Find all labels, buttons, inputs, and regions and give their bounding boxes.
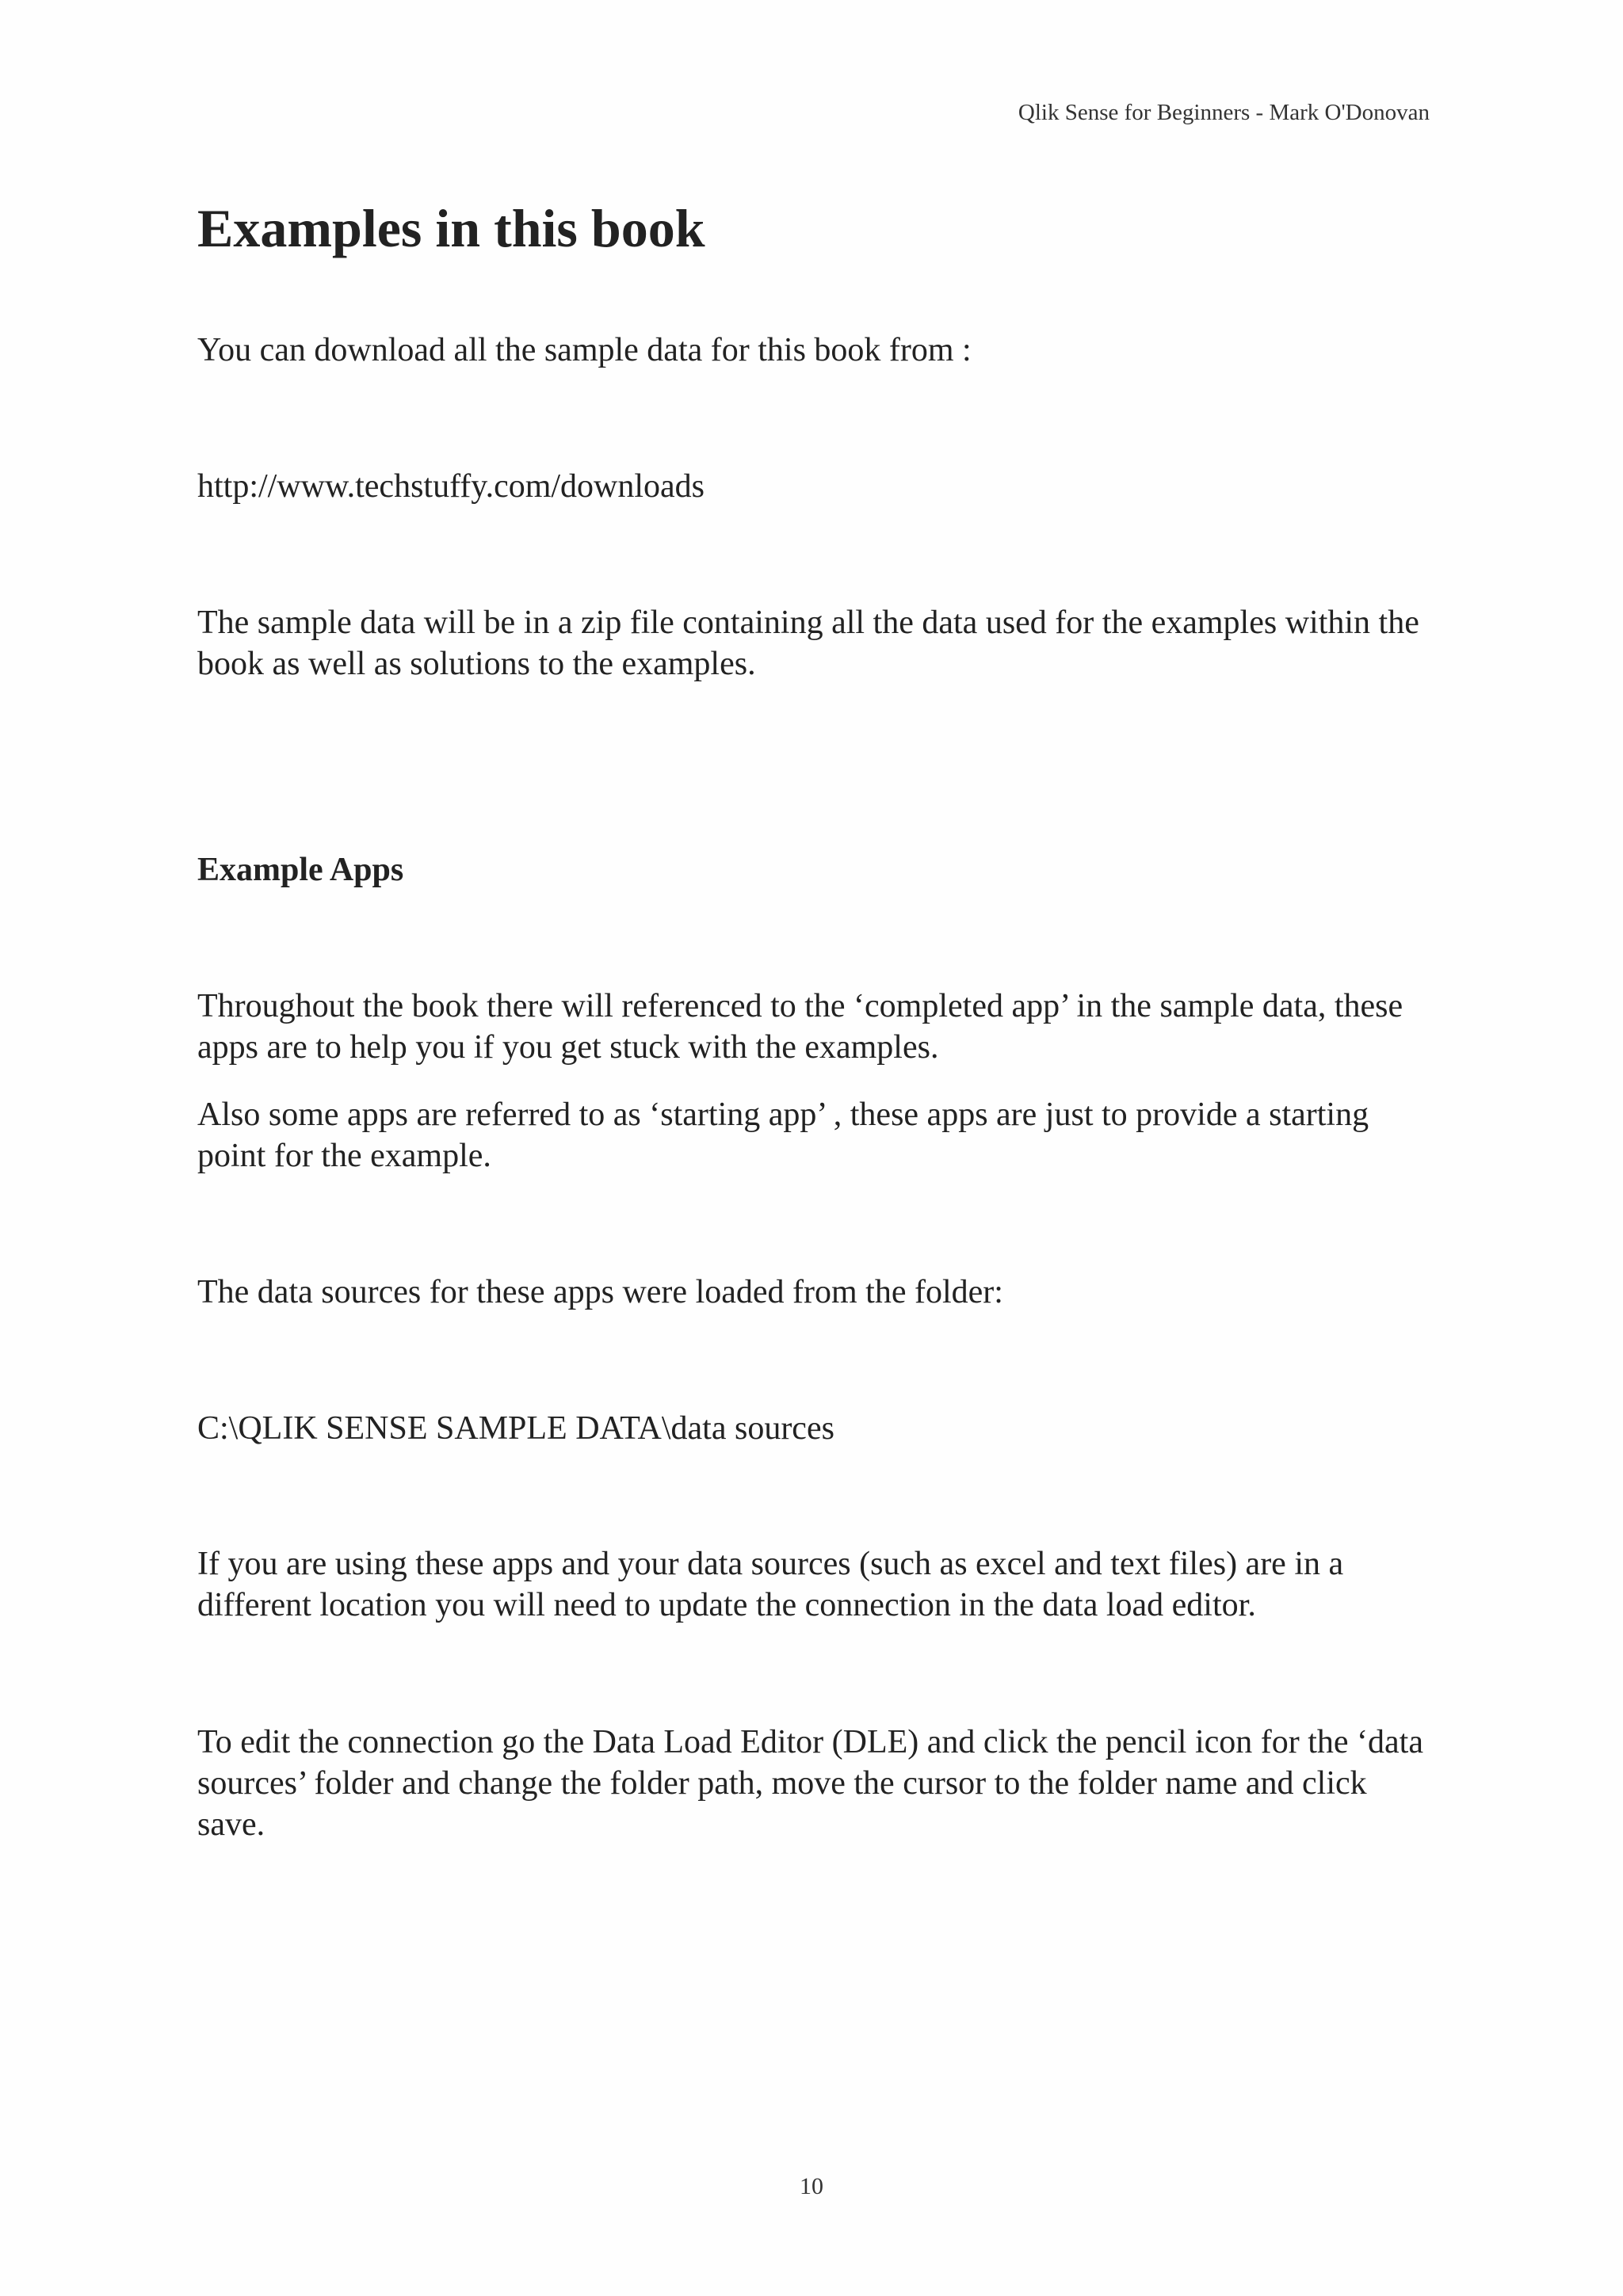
starting-app-paragraph: Also some apps are referred to as ‘starting app’ , these apps are just to provide a starting point for the example.: [197, 1097, 1369, 1174]
folder-path: C:\QLIK SENSE SAMPLE DATA\data sources: [197, 1410, 834, 1447]
download-paragraph: You can download all the sample data for this book from :: [197, 332, 972, 368]
page-number: 10: [800, 2173, 823, 2199]
running-header: Qlik Sense for Beginners - Mark O'Donovan: [1018, 100, 1430, 125]
edit-connection-paragraph: To edit the connection go the Data Load Editor (DLE) and click the pencil icon for the ‘data sources’ folder and change the folder path, move the cursor to the folder name and click save.: [197, 1724, 1423, 1843]
page-title: Examples in this book: [197, 198, 705, 258]
completed-app-paragraph: Throughout the book there will referenced to the ‘completed app’ in the sample data, these apps are to help you if you get stuck with the examples.: [197, 988, 1403, 1066]
download-url: http://www.techstuffy.com/downloads: [197, 468, 705, 505]
section-heading-example-apps: Example Apps: [197, 852, 404, 888]
location-paragraph: If you are using these apps and your data sources (such as excel and text files) are in a different location you will need to update the connection in the data load editor.: [197, 1546, 1344, 1623]
zip-paragraph: The sample data will be in a zip file containing all the data used for the examples within the book as well as solutions to the examples.: [197, 605, 1419, 682]
folder-intro-paragraph: The data sources for these apps were loaded from the folder:: [197, 1274, 1003, 1310]
